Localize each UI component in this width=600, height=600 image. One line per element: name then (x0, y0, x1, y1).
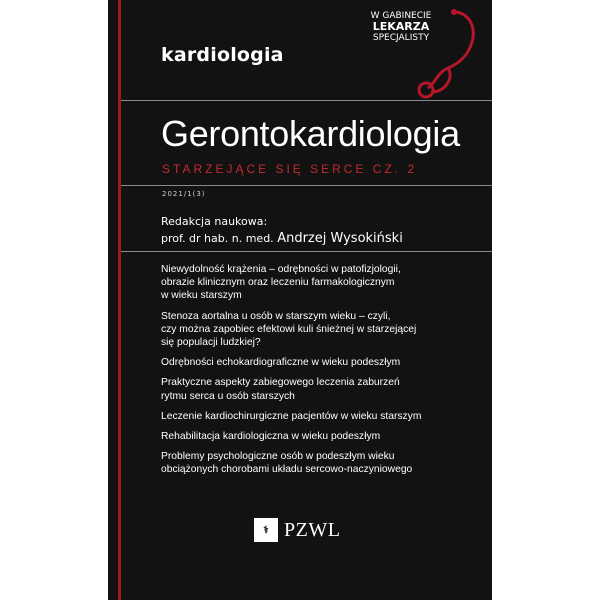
toc-item: Niewydolność krążenia – odrębności w patofizjologii, obrazie klinicznym oraz leczeniu farmakologicznym w wieku starszym (161, 264, 401, 302)
toc-item: Leczenie kardiochirurgiczne pacjentów w wieku starszym (161, 410, 422, 422)
editor-line (161, 231, 403, 246)
toc-item: Praktyczne aspekty zabiegowego leczenia zaburzeń rytmu serca u osób starszych (161, 377, 400, 402)
badge-line-2: LEKARZA (372, 20, 430, 33)
red-spine-line (118, 0, 121, 600)
publisher-logo-icon: ⚕ (254, 518, 278, 542)
issue-number: 2021/1(3) (162, 190, 206, 198)
stethoscope-icon (398, 8, 480, 100)
divider-middle (121, 185, 492, 186)
badge-line-3: SPECJALISTY (372, 33, 430, 43)
editor-label: Redakcja naukowa: (161, 215, 268, 228)
series-name: kardiologia (161, 44, 284, 66)
editor-name: Andrzej Wysokiński (277, 231, 403, 246)
table-of-contents (161, 263, 481, 484)
book-subtitle: STARZEJĄCE SIĘ SERCE CZ. 2 (162, 162, 418, 176)
book-title: Gerontokardiologia (161, 113, 460, 154)
divider-top (121, 100, 492, 101)
publisher-name: PZWL (284, 518, 341, 541)
toc-item: Stenoza aortalna u osób w starszym wieku – czyli, czy można zapobiec efektowi kuli śnieżnej w starzejącej się populacji ludzkiej? (161, 310, 417, 349)
editor-prefix: prof. dr hab. n. med. (161, 232, 274, 245)
publisher (254, 517, 340, 543)
badge-line-1: W GABINECIE (370, 11, 432, 21)
toc-item: Odrębności echokardiograficzne w wieku podeszłym (161, 357, 401, 369)
toc-item: Rehabilitacja kardiologiczna w wieku podeszłym (161, 431, 381, 443)
divider-bottom (121, 251, 492, 252)
toc-item: Problemy psychologiczne osób w podeszłym wieku obciążonych chorobami układu sercowo-naczyniowego (161, 451, 413, 476)
